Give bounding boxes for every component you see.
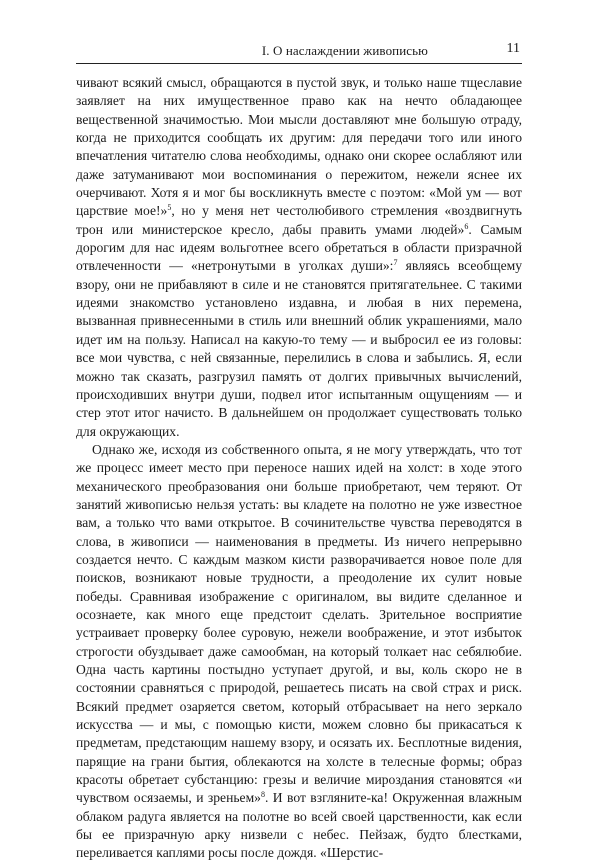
- text-run: являясь всеобщему взору, они не прибавляют в силе и не становятся притягательнее. С такими идеями знакомство установлено издавна, и любая в них перемена, вызванная привнесенными в стиль или внешний облик украшениями, мало идет им на пользу. Написал на какую-то тему — и выбросил ее из головы: все мои чувства, с ней связанные, перелились в слова и забылись. Я, если можно так сказать, разгрузил память от долгих привычных вычислений, происходивших внутри души, подвел итог испытанным ощущениям — и стер этот итог начисто. В дальнейшем он продолжает существовать только для окружающих.: [76, 258, 523, 439]
- text-run: . Самым дорогим для нас идеям вольготнее всего обретаться в области призрачной отвлеченности — «нетронутыми в уголках души»:: [76, 221, 522, 274]
- page-number: 11: [506, 41, 520, 56]
- text-run: , но у меня нет честолюбивого стремления «воздвигнуть трон или министерское кресло, дабы править умами людей»: [76, 203, 522, 237]
- running-head: [76, 41, 522, 64]
- text-run: чивают всякий смысл, обращаются в пустой звук, и только наше тщеславие заявляет на них имущественное право как на нечто обладающее вещественной значимостью. Мои мысли доставляют мне большую отраду, когда не приходится сообщать их другим: для передачи того или иного впечатления читателю слова необходимы, однако они скорее ослабляют или даже затуманивают мои воспоминания о пережитом, нежели яснее их очерчивают. Хотя я и мог бы воскликнуть вместе с поэтом: «Мой ум — вот царствие мое!»: [76, 75, 522, 219]
- footnote-ref: 7: [393, 258, 398, 268]
- text-run: Однако же, исходя из собственного опыта, я не могу утверждать, что тот же процесс имеет место при переносе наших идей на холст: в ходе этого механического преобразования они больше приобретают, чем теряют. От занятий живописью нельзя устать: вы кладете на полотно не уже известное вам, а только что вами открытое. В сочинительстве чувства переводятся в слова, в живописи — наименования в предметы. Из ничего непрерывно создается нечто. С каждым мазком кисти разворачивается новое поле для поисков, возникают новые трудности, а преодоление их сулит новые победы. Сравнивая изображение с оригиналом, вы видите сделанное и осознаете, как много еще предстоит сделать. Зрительное восприятие устраивает проверку более суровую, нежели воображение, и этот избыток строгости обуздывает даже самообман, на который толкает нас себялюбие. Одна часть картины постыдно уступает другой, и вы, коль скоро не в состоянии сравняться с природой, решаетесь писать на свой страх и риск. Всякий предмет озаряется светом, который отбрасывает на него зеркало искусства — и мы, с помощью кисти, можем словно бы прикасаться к предметам, предстающим нашему взору, и осязать их. Бесплотные видения, парящие на грани бытия, облекаются на холсте в телесные формы; образ красоты обретает субстанцию: грезы и величие мироздания становятся «и чувством осязаемы, и зреньем»: [76, 441, 522, 806]
- footnote-ref: 5: [167, 203, 172, 213]
- body-text: [76, 74, 522, 863]
- footnote-ref: 6: [464, 221, 469, 231]
- paragraph-1: [76, 74, 522, 441]
- footnote-ref: 8: [260, 790, 265, 800]
- paragraph-2: [76, 441, 522, 863]
- text-run: . И вот взгляните-ка! Окруженная влажным облаком радуга является на полотне во всей своей царственности, как если бы ее призрачную арку низвели с небес. Пейзаж, будто блестками, переливается каплями росы после дождя. «Шерстис-: [76, 790, 522, 861]
- chapter-title: I. О наслаждении живописью: [261, 43, 428, 58]
